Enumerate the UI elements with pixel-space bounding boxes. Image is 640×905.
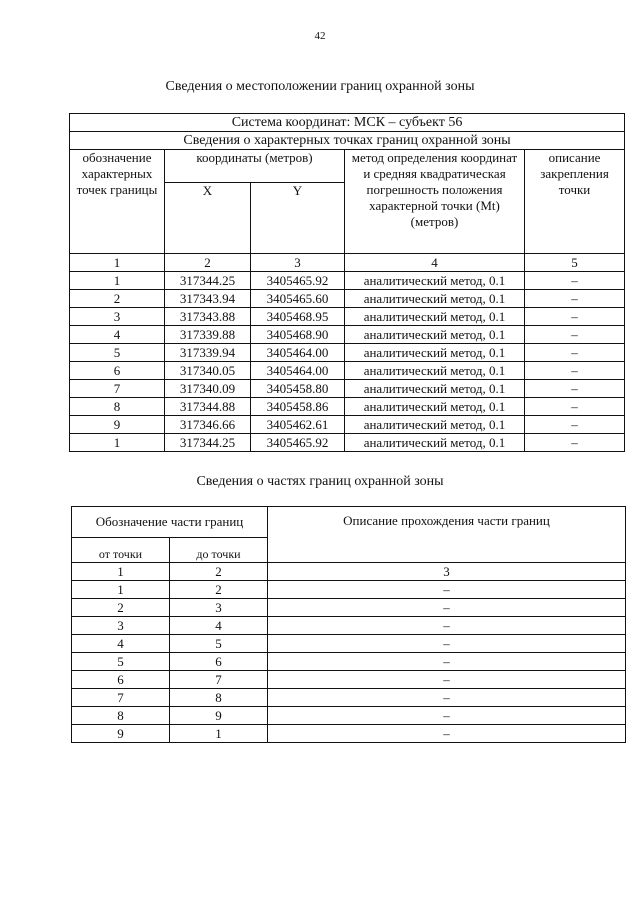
table-row — [70, 290, 625, 308]
x-cell: 317344.25 — [165, 434, 251, 452]
y-cell: 3405464.00 — [251, 362, 345, 380]
table-row — [72, 599, 626, 617]
table-row — [70, 272, 625, 290]
desc-cell: – — [525, 272, 625, 290]
y-cell: 3405465.92 — [251, 272, 345, 290]
desc-cell: – — [268, 653, 626, 671]
x-cell: 317339.94 — [165, 344, 251, 362]
to-cell: 9 — [170, 707, 268, 725]
point-cell: 1 — [70, 434, 165, 452]
x-cell: 317340.05 — [165, 362, 251, 380]
to-cell: 1 — [170, 725, 268, 743]
point-cell: 7 — [70, 380, 165, 398]
desc-cell: – — [268, 599, 626, 617]
table-row — [72, 689, 626, 707]
method-cell: аналитический метод, 0.1 — [345, 362, 525, 380]
point-cell: 8 — [70, 398, 165, 416]
table-row — [72, 581, 626, 599]
from-cell: 8 — [72, 707, 170, 725]
desc-cell: – — [268, 689, 626, 707]
method-cell: аналитический метод, 0.1 — [345, 380, 525, 398]
table-row — [70, 380, 625, 398]
point-cell: 2 — [70, 290, 165, 308]
table-row — [72, 707, 626, 725]
header-from-point: от точки — [72, 538, 170, 563]
col-number: 4 — [345, 254, 525, 272]
to-cell: 7 — [170, 671, 268, 689]
x-cell: 317344.88 — [165, 398, 251, 416]
table-row — [72, 671, 626, 689]
col-number: 3 — [251, 254, 345, 272]
method-cell: аналитический метод, 0.1 — [345, 290, 525, 308]
table-row — [70, 344, 625, 362]
x-cell: 317340.09 — [165, 380, 251, 398]
y-cell: 3405464.00 — [251, 344, 345, 362]
boundary-parts-table — [71, 506, 626, 743]
method-cell: аналитический метод, 0.1 — [345, 308, 525, 326]
header-route-description: Описание прохождения части границ — [268, 507, 626, 563]
method-cell: аналитический метод, 0.1 — [345, 344, 525, 362]
table-row — [70, 398, 625, 416]
y-cell: 3405462.61 — [251, 416, 345, 434]
desc-cell: – — [268, 707, 626, 725]
desc-cell: – — [525, 326, 625, 344]
boundary-points-table — [69, 113, 625, 452]
point-cell: 9 — [70, 416, 165, 434]
point-cell: 3 — [70, 308, 165, 326]
col-number: 1 — [70, 254, 165, 272]
desc-cell: – — [268, 635, 626, 653]
method-cell: аналитический метод, 0.1 — [345, 416, 525, 434]
from-cell: 6 — [72, 671, 170, 689]
desc-cell: – — [525, 308, 625, 326]
desc-cell: – — [525, 290, 625, 308]
table-row — [70, 362, 625, 380]
to-cell: 3 — [170, 599, 268, 617]
from-cell: 7 — [72, 689, 170, 707]
from-cell: 3 — [72, 617, 170, 635]
point-cell: 4 — [70, 326, 165, 344]
y-cell: 3405468.90 — [251, 326, 345, 344]
y-cell: 3405458.86 — [251, 398, 345, 416]
y-cell: 3405465.60 — [251, 290, 345, 308]
header-description: описание закрепления точки — [525, 150, 625, 254]
to-cell: 5 — [170, 635, 268, 653]
header-method: метод определения координат и средняя квадратическая погрешность положения характерной точки (Mt) (метров) — [345, 150, 525, 254]
to-cell: 8 — [170, 689, 268, 707]
to-cell: 6 — [170, 653, 268, 671]
y-cell: 3405465.92 — [251, 434, 345, 452]
col-number: 2 — [170, 563, 268, 581]
desc-cell: – — [525, 344, 625, 362]
table-row — [70, 416, 625, 434]
method-cell: аналитический метод, 0.1 — [345, 398, 525, 416]
method-cell: аналитический метод, 0.1 — [345, 272, 525, 290]
to-cell: 2 — [170, 581, 268, 599]
table-row — [70, 434, 625, 452]
coord-system-header: Система координат: МСК – субъект 56 — [70, 114, 625, 132]
method-cell: аналитический метод, 0.1 — [345, 434, 525, 452]
desc-cell: – — [525, 416, 625, 434]
section-title-parts: Сведения о частях границ охранной зоны — [196, 474, 444, 489]
desc-cell: – — [525, 434, 625, 452]
desc-cell: – — [268, 581, 626, 599]
method-cell: аналитический метод, 0.1 — [345, 326, 525, 344]
col-number: 2 — [165, 254, 251, 272]
header-x: X — [165, 183, 251, 254]
col-number: 1 — [72, 563, 170, 581]
header-coordinates: координаты (метров) — [165, 150, 345, 183]
point-cell: 1 — [70, 272, 165, 290]
table-row — [70, 308, 625, 326]
desc-cell: – — [525, 362, 625, 380]
point-cell: 6 — [70, 362, 165, 380]
header-part-designation: Обозначение части границ — [72, 507, 268, 538]
desc-cell: – — [268, 725, 626, 743]
col-number: 3 — [268, 563, 626, 581]
y-cell: 3405468.95 — [251, 308, 345, 326]
table-row — [72, 635, 626, 653]
header-y: Y — [251, 183, 345, 254]
from-cell: 2 — [72, 599, 170, 617]
desc-cell: – — [268, 671, 626, 689]
desc-cell: – — [268, 617, 626, 635]
from-cell: 9 — [72, 725, 170, 743]
desc-cell: – — [525, 380, 625, 398]
x-cell: 317346.66 — [165, 416, 251, 434]
header-to-point: до точки — [170, 538, 268, 563]
x-cell: 317343.94 — [165, 290, 251, 308]
point-cell: 5 — [70, 344, 165, 362]
table-row — [72, 725, 626, 743]
from-cell: 4 — [72, 635, 170, 653]
points-caption-header: Сведения о характерных точках границ охранной зоны — [70, 132, 625, 150]
y-cell: 3405458.80 — [251, 380, 345, 398]
from-cell: 1 — [72, 581, 170, 599]
x-cell: 317343.88 — [165, 308, 251, 326]
page-number: 42 — [314, 30, 326, 42]
x-cell: 317339.88 — [165, 326, 251, 344]
table-row — [72, 617, 626, 635]
table-row — [72, 653, 626, 671]
table-row — [70, 326, 625, 344]
from-cell: 5 — [72, 653, 170, 671]
section-title-boundaries: Сведения о местоположении границ охранной зоны — [165, 79, 475, 94]
col-number: 5 — [525, 254, 625, 272]
header-designation: обозначение характерных точек границы — [70, 150, 165, 254]
to-cell: 4 — [170, 617, 268, 635]
x-cell: 317344.25 — [165, 272, 251, 290]
desc-cell: – — [525, 398, 625, 416]
